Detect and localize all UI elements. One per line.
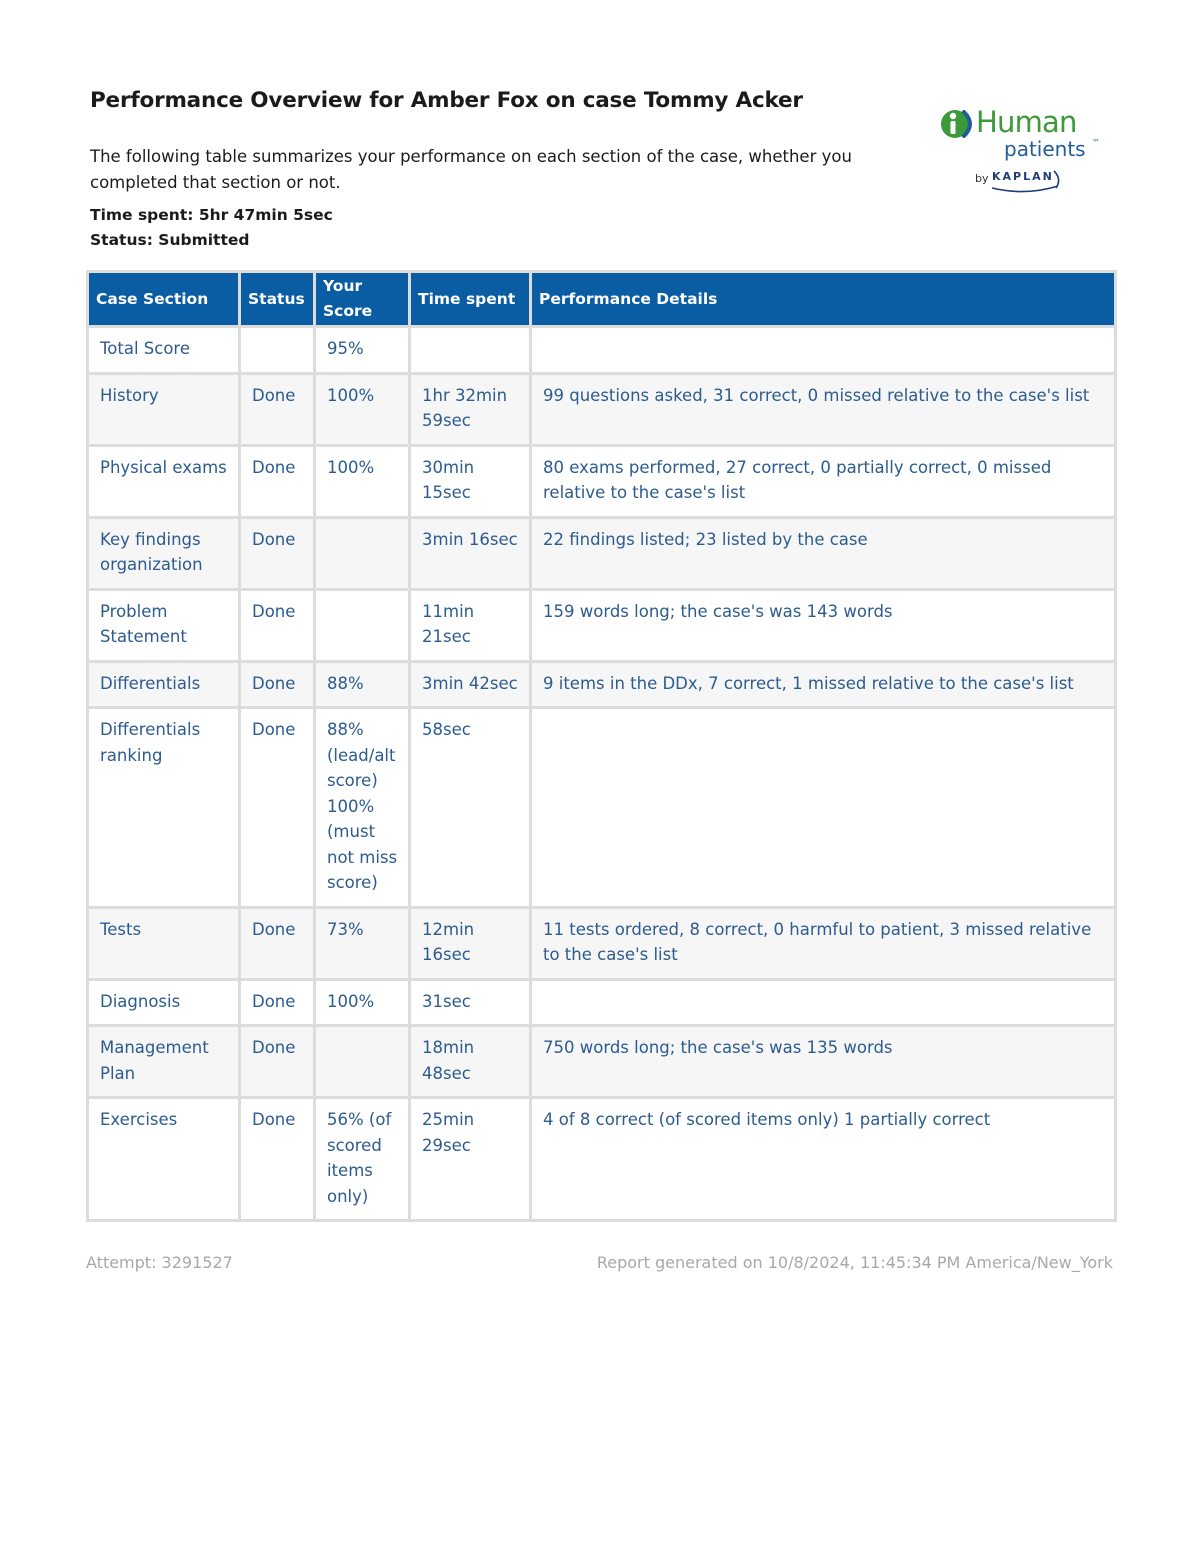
- cell-score: 100%: [315, 979, 410, 1026]
- attempt-id: Attempt: 3291527: [86, 1253, 233, 1272]
- cell-time: 25min 29sec: [410, 1098, 531, 1221]
- cell-score: 95%: [315, 327, 410, 374]
- report-generated-timestamp: Report generated on 10/8/2024, 11:45:34 PM America/New_York: [596, 1253, 1113, 1272]
- cell-details: [531, 979, 1116, 1026]
- cell-score: 100%: [315, 445, 410, 517]
- table-header-row: [88, 272, 1116, 327]
- table-row: [88, 708, 1116, 908]
- cell-section: Differentials ranking: [88, 708, 240, 908]
- cell-score: 88% (lead/alt score) 100% (must not miss score): [315, 708, 410, 908]
- cell-time: 12min 16sec: [410, 907, 531, 979]
- cell-score: 73%: [315, 907, 410, 979]
- cell-score: 100%: [315, 373, 410, 445]
- cell-score: [315, 517, 410, 589]
- cell-section: Differentials: [88, 661, 240, 708]
- cell-status: Done: [240, 1098, 315, 1221]
- cell-time: 3min 16sec: [410, 517, 531, 589]
- cell-status: Done: [240, 979, 315, 1026]
- cell-details: 4 of 8 correct (of scored items only) 1 partially correct: [531, 1098, 1116, 1221]
- status-summary: Status: Submitted: [90, 231, 250, 249]
- table-row: [88, 445, 1116, 517]
- cell-details: 159 words long; the case's was 143 words: [531, 589, 1116, 661]
- cell-details: 99 questions asked, 31 correct, 0 missed relative to the case's list: [531, 373, 1116, 445]
- cell-time: 58sec: [410, 708, 531, 908]
- cell-status: Done: [240, 708, 315, 908]
- page-title: Performance Overview for Amber Fox on case Tommy Acker: [90, 88, 803, 113]
- intro-text: The following table summarizes your performance on each section of the case, whether you completed that section or not.: [90, 147, 852, 192]
- cell-time: 3min 42sec: [410, 661, 531, 708]
- table-row: [88, 589, 1116, 661]
- col-header-case-section: Case Section: [88, 272, 240, 327]
- ihuman-logo: [932, 100, 1112, 196]
- cell-section: Exercises: [88, 1098, 240, 1221]
- cell-score: 56% (of scored items only): [315, 1098, 410, 1221]
- cell-details: 750 words long; the case's was 135 words: [531, 1026, 1116, 1098]
- col-header-time-spent: Time spent: [410, 272, 531, 327]
- cell-time: [410, 327, 531, 374]
- cell-time: 1hr 32min 59sec: [410, 373, 531, 445]
- logo-kaplan-text: KAPLAN: [992, 170, 1054, 183]
- table-row: [88, 373, 1116, 445]
- table-row: [88, 1026, 1116, 1098]
- logo-by-text: by: [975, 172, 989, 185]
- cell-score: 88%: [315, 661, 410, 708]
- cell-details: 22 findings listed; 23 listed by the case: [531, 517, 1116, 589]
- logo-patients-text: patients: [1004, 137, 1086, 161]
- cell-section: History: [88, 373, 240, 445]
- cell-status: Done: [240, 1026, 315, 1098]
- logo-trademark: ™: [1092, 138, 1100, 147]
- cell-status: Done: [240, 589, 315, 661]
- cell-section: Physical exams: [88, 445, 240, 517]
- cell-status: Done: [240, 373, 315, 445]
- cell-time: 30min 15sec: [410, 445, 531, 517]
- table-row: [88, 327, 1116, 374]
- logo-human-text: Human: [976, 105, 1077, 139]
- cell-score: [315, 1026, 410, 1098]
- cell-section: Total Score: [88, 327, 240, 374]
- ihuman-i-icon: [938, 104, 978, 144]
- cell-section: Tests: [88, 907, 240, 979]
- cell-details: 9 items in the DDx, 7 correct, 1 missed relative to the case's list: [531, 661, 1116, 708]
- cell-section: Problem Statement: [88, 589, 240, 661]
- table-row: [88, 661, 1116, 708]
- col-header-status: Status: [240, 272, 315, 327]
- table-row: [88, 1098, 1116, 1221]
- cell-score: [315, 589, 410, 661]
- cell-status: [240, 327, 315, 374]
- cell-time: 31sec: [410, 979, 531, 1026]
- time-spent-summary: Time spent: 5hr 47min 5sec: [90, 206, 333, 224]
- cell-time: 11min 21sec: [410, 589, 531, 661]
- table-row: [88, 907, 1116, 979]
- col-header-your-score: Your Score: [315, 272, 410, 327]
- cell-section: Management Plan: [88, 1026, 240, 1098]
- cell-section: Key findings organization: [88, 517, 240, 589]
- cell-details: [531, 708, 1116, 908]
- cell-section: Diagnosis: [88, 979, 240, 1026]
- cell-details: 11 tests ordered, 8 correct, 0 harmful to patient, 3 missed relative to the case's list: [531, 907, 1116, 979]
- cell-details: 80 exams performed, 27 correct, 0 partially correct, 0 missed relative to the case's list: [531, 445, 1116, 517]
- cell-time: 18min 48sec: [410, 1026, 531, 1098]
- cell-status: Done: [240, 445, 315, 517]
- cell-details: [531, 327, 1116, 374]
- cell-status: Done: [240, 661, 315, 708]
- cell-status: Done: [240, 907, 315, 979]
- table-row: [88, 517, 1116, 589]
- table-row: [88, 979, 1116, 1026]
- col-header-performance-details: Performance Details: [531, 272, 1116, 327]
- cell-status: Done: [240, 517, 315, 589]
- performance-table: [86, 270, 1117, 1222]
